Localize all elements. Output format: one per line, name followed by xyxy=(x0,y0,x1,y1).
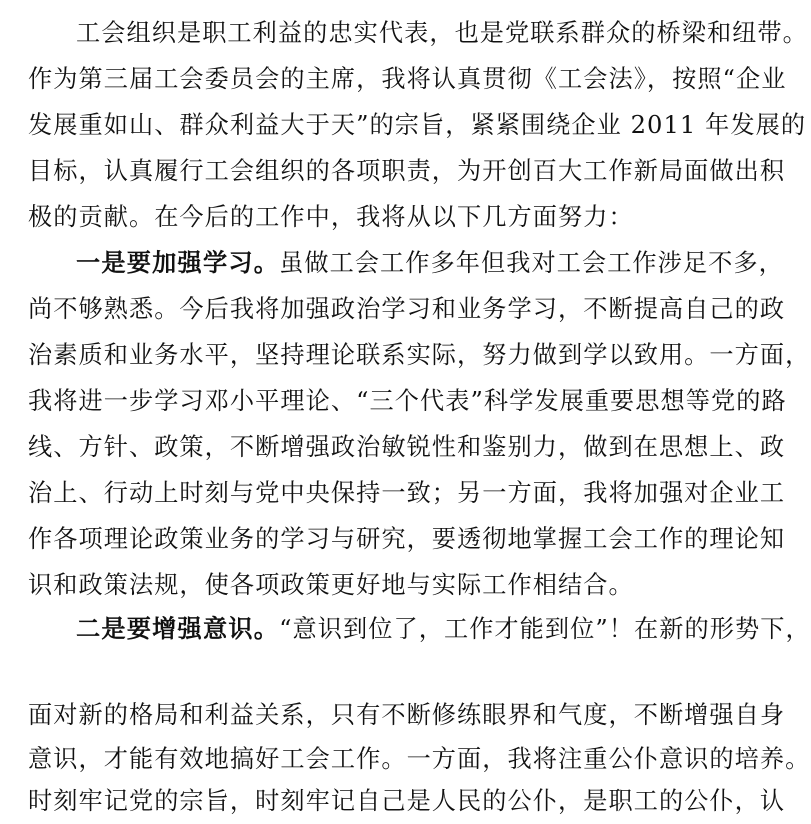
text-span: “意识到位了，工作才能到位”！在新的形势下， xyxy=(279,615,811,643)
text-line: 工会组织是职工利益的忠实代表，也是党联系群众的桥梁和纽带。 xyxy=(76,19,808,47)
text-line: 时刻牢记党的宗旨，时刻牢记自己是人民的公仆，是职工的公仆，认 xyxy=(28,787,786,815)
text-line xyxy=(76,246,784,286)
text-line: 线、方针、政策，不断增强政治敏锐性和鉴别力，做到在思想上、政 xyxy=(28,433,786,461)
text-line: 治上、行动上时刻与党中央保持一致；另一方面，我将加强对企业工 xyxy=(28,479,786,507)
section-heading: 二是要增强意识。 xyxy=(76,614,280,643)
text-line: 意识，才能有效地搞好工会工作。一方面，我将注重公仆意识的培养。 xyxy=(28,745,811,773)
text-line: 极的贡献。在今后的工作中，我将从以下几方面努力： xyxy=(28,203,634,231)
text-line: 面对新的格局和利益关系，只有不断修练眼界和气度，不断增强自身 xyxy=(28,701,786,729)
text-line: 目标，认真履行工会组织的各项职责，为开创百大工作新局面做出积 xyxy=(28,157,786,185)
cropped-line-container xyxy=(0,784,800,815)
text-line: 作各项理论政策业务的学习与研究，要透彻地掌握工会工作的理论知 xyxy=(28,525,786,553)
text-line: 作为第三届工会委员会的主席，我将认真贯彻《工会法》，按照“企业 xyxy=(28,65,787,93)
text-line xyxy=(76,612,811,652)
section-heading: 一是要加强学习。 xyxy=(76,248,280,277)
text-line: 我将进一步学习邓小平理论、“三个代表”科学发展重要思想等党的路 xyxy=(28,387,787,415)
text-line: 发展重如山、群众利益大于天”的宗旨，紧紧围绕企业 2011 年发展的 xyxy=(28,111,807,139)
text-line: 识和政策法规，使各项政策更好地与实际工作相结合。 xyxy=(28,571,634,599)
text-line: 治素质和业务水平，坚持理论联系实际，努力做到学以致用。一方面， xyxy=(28,341,811,369)
text-line: 尚不够熟悉。今后我将加强政治学习和业务学习，不断提高自己的政 xyxy=(28,295,786,323)
text-span: 虽做工会工作多年但我对工会工作涉足不多， xyxy=(279,249,784,277)
